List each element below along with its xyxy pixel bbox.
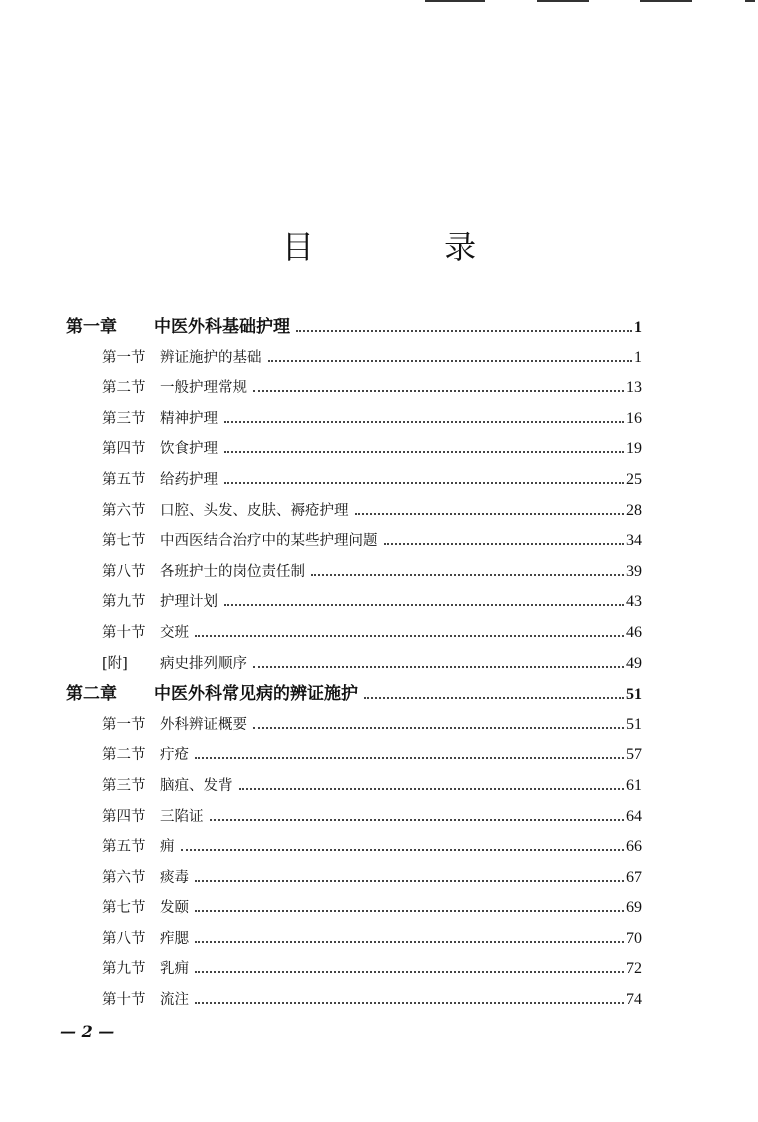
toc-section-page: 67: [626, 868, 642, 886]
toc-section-page: 25: [626, 470, 642, 488]
toc-section[interactable]: [66, 526, 642, 557]
toc-chapter-title: 中医外科基础护理: [154, 317, 290, 337]
toc-section-title: 交班: [160, 624, 189, 641]
toc-section[interactable]: [66, 771, 642, 802]
toc-section[interactable]: [66, 649, 642, 680]
toc-section[interactable]: [66, 832, 642, 863]
toc-section-number: 第七节: [102, 900, 146, 917]
toc-section-title: 中西医结合治疗中的某些护理问题: [160, 533, 378, 550]
dot-leader: [224, 451, 624, 453]
toc-section[interactable]: [66, 985, 642, 1016]
toc-section[interactable]: [66, 557, 642, 588]
dot-leader: [224, 482, 624, 484]
toc-section-title: 痰毒: [160, 869, 189, 886]
dot-leader: [268, 360, 633, 362]
toc-section-page: 13: [626, 379, 642, 397]
dot-leader: [195, 971, 624, 973]
page-title: 目 录: [281, 228, 537, 266]
toc-section-number: 第六节: [102, 869, 146, 886]
toc-section-page: 19: [626, 440, 642, 458]
dot-leader: [253, 390, 624, 392]
toc-section-page: 69: [626, 899, 642, 917]
toc-section[interactable]: [66, 587, 642, 618]
toc-section-number: 第二节: [102, 380, 146, 397]
toc-section-title: 流注: [160, 992, 189, 1009]
toc-section-title: 外科辨证概要: [160, 716, 247, 733]
toc-section-number: 第二节: [102, 747, 146, 764]
dot-leader: [181, 849, 625, 851]
toc-section-title: 痄腮: [160, 930, 189, 947]
toc-section-page: 43: [626, 593, 642, 611]
table-of-contents: [66, 312, 642, 1016]
toc-section-title: 精神护理: [160, 410, 218, 427]
dot-leader: [195, 757, 624, 759]
toc-section-number: 第三节: [102, 777, 146, 794]
toc-section[interactable]: [66, 465, 642, 496]
toc-section-page: 57: [626, 746, 642, 764]
toc-section-number: 第五节: [102, 839, 146, 856]
toc-section-title: 给药护理: [160, 471, 218, 488]
toc-section-number: 第五节: [102, 471, 146, 488]
toc-section[interactable]: [66, 924, 642, 955]
toc-section-title: 三陷证: [160, 808, 204, 825]
toc-section-number: 第一节: [102, 349, 146, 366]
toc-section-number: 第六节: [102, 502, 146, 519]
toc-section-page: 34: [626, 532, 642, 550]
dot-leader: [195, 1002, 624, 1004]
dot-leader: [253, 727, 624, 729]
toc-section[interactable]: [66, 710, 642, 741]
toc-section[interactable]: [66, 434, 642, 465]
toc-chapter-number: 第二章: [66, 684, 117, 705]
toc-section-page: 49: [626, 654, 642, 672]
toc-section[interactable]: [66, 802, 642, 833]
toc-section-page: 39: [626, 562, 642, 580]
toc-section-page: 1: [634, 348, 642, 366]
toc-section-page: 46: [626, 623, 642, 641]
toc-section-number: 第十节: [102, 624, 146, 641]
toc-section-title: 病史排列顺序: [160, 655, 247, 672]
scan-artifact-line: [425, 0, 485, 2]
toc-chapter-number: 第一章: [66, 317, 117, 337]
toc-section[interactable]: [66, 404, 642, 435]
dot-leader: [195, 880, 624, 882]
scan-artifact-line: [537, 0, 589, 2]
toc-section-title: 口腔、头发、皮肤、褥疮护理: [160, 502, 349, 519]
toc-section-title: 饮食护理: [160, 441, 218, 458]
toc-section-page: 51: [626, 715, 642, 733]
scan-artifact-line: [745, 0, 755, 2]
dot-leader: [195, 635, 624, 637]
dot-leader: [224, 604, 624, 606]
toc-section-number: 第八节: [102, 563, 146, 580]
toc-section-page: 66: [626, 838, 642, 856]
toc-section[interactable]: [66, 954, 642, 985]
toc-section-number: 第一节: [102, 716, 146, 733]
toc-section-title: 乳痈: [160, 961, 189, 978]
dot-leader: [364, 697, 624, 699]
toc-chapter[interactable]: [66, 312, 642, 343]
toc-section-page: 72: [626, 960, 642, 978]
toc-section[interactable]: [66, 373, 642, 404]
toc-section-title: 各班护士的岗位责任制: [160, 563, 305, 580]
toc-section-number: 第九节: [102, 594, 146, 611]
toc-section-title: 护理计划: [160, 594, 218, 611]
toc-section-title: 痈: [160, 839, 175, 856]
toc-section-title: 一般护理常规: [160, 380, 247, 397]
toc-section-page: 70: [626, 929, 642, 947]
dot-leader: [224, 421, 624, 423]
toc-section[interactable]: [66, 740, 642, 771]
toc-section[interactable]: [66, 893, 642, 924]
toc-section-number: 第九节: [102, 961, 146, 978]
toc-section[interactable]: [66, 496, 642, 527]
toc-section-number: 第八节: [102, 930, 146, 947]
toc-section-number: 第四节: [102, 441, 146, 458]
toc-section[interactable]: [66, 343, 642, 374]
toc-section-page: 64: [626, 807, 642, 825]
dot-leader: [311, 574, 624, 576]
toc-chapter-title: 中医外科常见病的辨证施护: [154, 684, 358, 705]
dot-leader: [253, 666, 624, 668]
dot-leader: [210, 819, 625, 821]
page-number: — 2 —: [60, 1022, 115, 1041]
dot-leader: [195, 941, 624, 943]
toc-chapter-page: 1: [634, 319, 642, 336]
toc-section-number: 第七节: [102, 533, 146, 550]
dot-leader: [239, 788, 625, 790]
toc-section-page: 61: [626, 776, 642, 794]
toc-section-page: 28: [626, 501, 642, 519]
toc-section-title: 脑疽、发背: [160, 777, 233, 794]
toc-section[interactable]: [66, 863, 642, 894]
dot-leader: [195, 910, 624, 912]
toc-section-number: [附]: [102, 655, 128, 672]
toc-section-page: 74: [626, 991, 642, 1009]
toc-section-number: 第三节: [102, 410, 146, 427]
dot-leader: [296, 330, 632, 332]
dot-leader: [384, 543, 625, 545]
scan-artifact-line: [640, 0, 692, 2]
toc-section-number: 第十节: [102, 992, 146, 1009]
toc-section[interactable]: [66, 618, 642, 649]
toc-section-number: 第四节: [102, 808, 146, 825]
toc-chapter[interactable]: [66, 679, 642, 710]
toc-section-title: 疔疮: [160, 747, 189, 764]
toc-section-title: 发颐: [160, 900, 189, 917]
toc-section-title: 辨证施护的基础: [160, 349, 262, 366]
toc-section-page: 16: [626, 409, 642, 427]
toc-chapter-page: 51: [626, 686, 642, 704]
dot-leader: [355, 513, 625, 515]
